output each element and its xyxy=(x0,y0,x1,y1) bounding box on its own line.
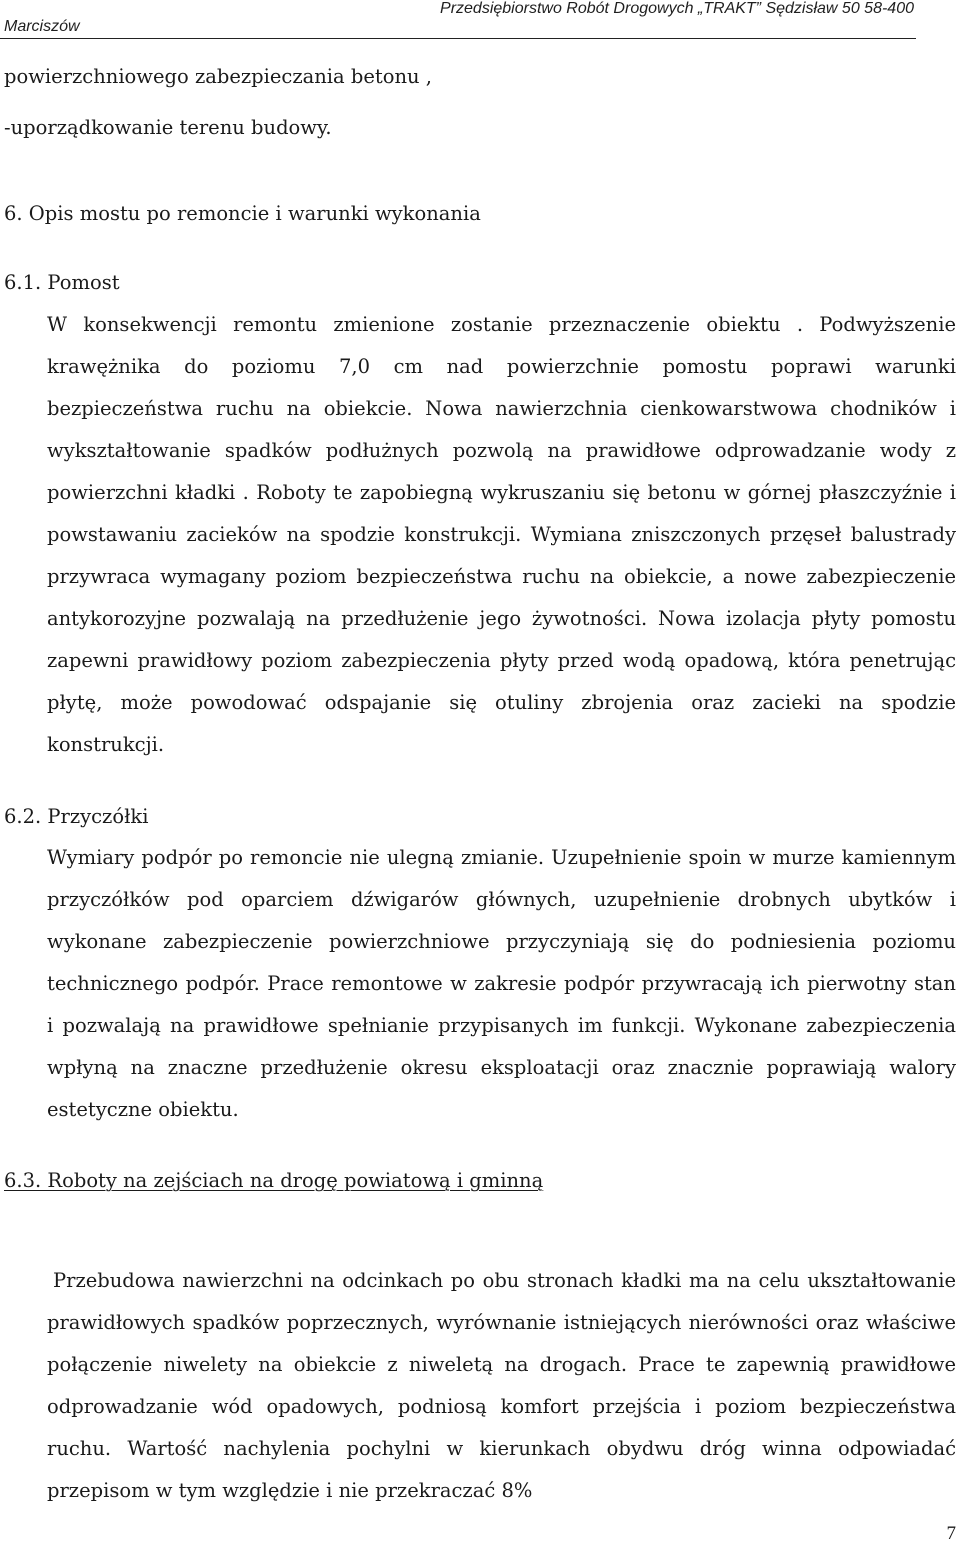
section-6-1-paragraph: W konsekwencji remontu zmienione zostanie przeznaczenie obiektu . Podwyższenie krawężnika do poziomu 7,0 cm nad powierzchnie pomostu poprawi warunki bezpieczeństwa ruchu na obiekcie. Nowa nawierzchnia cienkowarstwowa chodników i wykształtowanie spadków podłużnych pozwolą na prawidłowe odprowadzanie wody z powierzchni kładki . Roboty te zapobiegną wykruszaniu się betonu w górnej płaszczyźnie i powstawaniu zacieków na spodzie konstrukcji. Wymiana zniszczonych przęseł balustrady przywraca wymagany poziom bezpieczeństwa ruchu na obiekcie, a nowe zabezpieczenie antykorozyjne pozwalają na przedłużenie jego żywotności. Nowa izolacja płyty pomostu zapewni prawidłowy poziom zabezpieczenia płyty przed wodą opadową, która penetrując płytę, może powodować odspajanie się otuliny zbrojenia oraz zacieki na spodzie konstrukcji. xyxy=(47,313,956,756)
section-6-3-heading-text: 6.3. Roboty na zejściach na drogę powiatową i gminną xyxy=(4,1169,544,1192)
section-6-3-heading xyxy=(4,1160,914,1202)
intro-line-1: powierzchniowego zabezpieczania betonu , xyxy=(4,65,432,88)
section-6-2-heading: 6.2. Przyczółki xyxy=(4,805,149,828)
section-6-3-paragraph: Przebudowa nawierzchni na odcinkach po obu stronach kładki ma na celu ukształtowanie prawidłowych spadków poprzecznych, wyrównanie istniejących nierówności oraz właściwe połączenie niwelety na obiekcie z niweletą na drogach. Prace te zapewnią prawidłowe odprowadzanie wód opadowych, podniosą komfort przejścia i poziom bezpieczeństwa ruchu. Wartość nachylenia pochylni w kierunkach obydwu dróg winna odpowiadać przepisom w tym względzie i nie przekraczać 8% xyxy=(47,1269,956,1502)
section-6-1-heading: 6.1. Pomost xyxy=(4,271,120,294)
page-header xyxy=(0,0,960,44)
section-6-heading: 6. Opis mostu po remoncie i warunki wykonania xyxy=(4,202,481,225)
page-number: 7 xyxy=(946,1523,956,1544)
header-rule xyxy=(0,38,916,39)
intro-line-2: -uporządkowanie terenu budowy. xyxy=(4,116,332,139)
header-company: Przedsiębiorstwo Robót Drogowych „TRAKT” Sędzisław 50 58-400 xyxy=(440,0,914,17)
header-town: Marciszów xyxy=(4,18,80,35)
section-6-2-paragraph: Wymiary podpór po remoncie nie ulegną zmianie. Uzupełnienie spoin w murze kamiennym przyczółków pod oparciem dźwigarów głównych, uzupełnienie drobnych ubytków i wykonane zabezpieczenie powierzchniowe przyczyniają się do podniesienia poziomu technicznego podpór. Prace remontowe w zakresie podpór przywracają ich pierwotny stan i pozwalają na prawidłowe spełnianie przypisanych im funkcji. Wykonane zabezpieczenia wpłyną na znaczne przedłużenie okresu eksploatacji oraz znacznie poprawiają walory estetyczne obiektu. xyxy=(47,846,956,1121)
